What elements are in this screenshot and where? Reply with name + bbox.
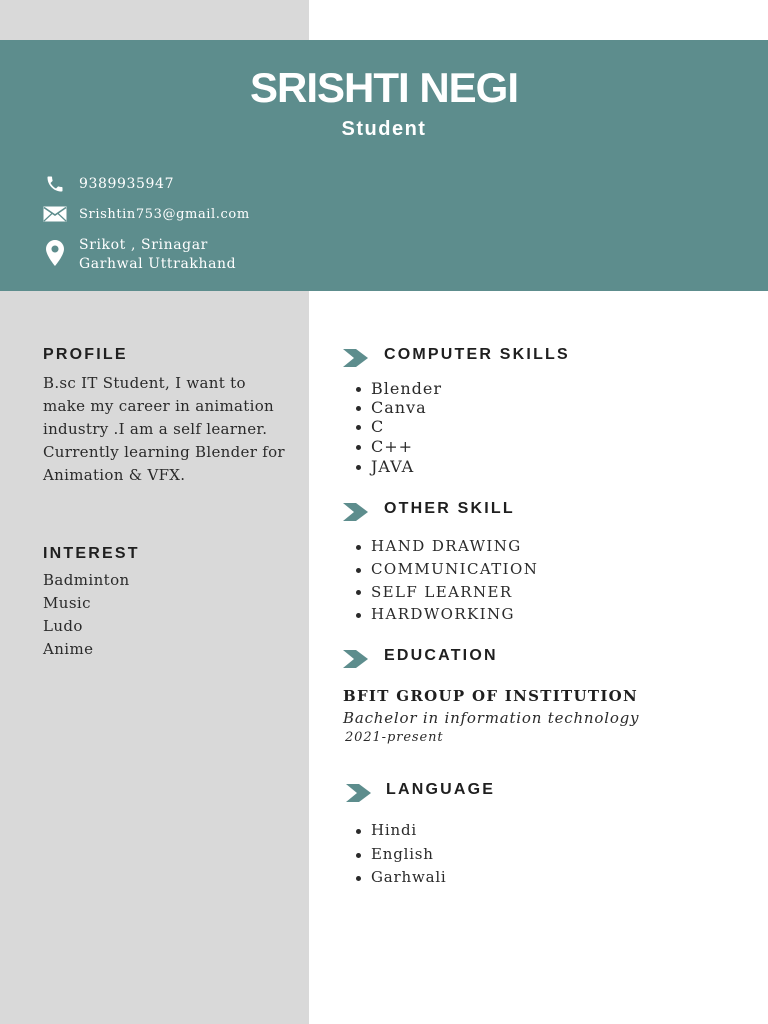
address-line-2: Garhwal Uttrakhand — [79, 256, 237, 272]
list-item: Canva — [371, 398, 442, 417]
chevron-arrow-icon — [343, 349, 369, 367]
education-heading: EDUCATION — [384, 647, 498, 664]
profile-text: B.sc IT Student, I want to make my career in animation industry .I am a self learner. Currently learning Blender for Animation & VFX. — [43, 374, 285, 484]
interest-heading: INTEREST — [43, 545, 140, 562]
education-years: 2021-present — [345, 730, 444, 745]
education-degree: Bachelor in information technology — [343, 709, 640, 727]
profile-heading: PROFILE — [43, 346, 128, 363]
computer-skills-heading: COMPUTER SKILLS — [384, 346, 570, 363]
list-item: HARDWORKING — [371, 603, 538, 626]
list-item: Blender — [371, 379, 443, 398]
list-item: Anime — [43, 640, 94, 658]
list-item: Badminton — [43, 571, 130, 589]
phone-number: 9389935947 — [79, 176, 175, 192]
list-item: COMMUNICATION — [371, 558, 538, 581]
list-item: JAVA — [371, 457, 442, 477]
list-item: C++ — [371, 437, 442, 457]
language-list — [371, 818, 447, 889]
list-item: Ludo — [43, 617, 83, 635]
other-skill-heading: OTHER SKILL — [384, 500, 515, 517]
chevron-arrow-icon — [343, 650, 369, 668]
candidate-name: SRISHTI NEGI — [249, 64, 519, 111]
list-item: Garhwali — [371, 866, 447, 889]
other-skill-list — [371, 535, 538, 626]
list-item: C — [371, 417, 442, 437]
email-address: Srishtin753@gmail.com — [79, 207, 250, 222]
list-item: SELF LEARNER — [371, 581, 538, 603]
list-item: Music — [43, 594, 91, 612]
list-item: HAND DRAWING — [371, 535, 538, 558]
email-icon — [43, 206, 67, 222]
list-item: Hindi — [371, 818, 447, 843]
interest-list — [43, 569, 130, 661]
education-school: BFIT GROUP OF INSTITUTION — [343, 687, 639, 705]
list-item: English — [371, 843, 447, 866]
chevron-arrow-icon — [346, 784, 372, 802]
chevron-arrow-icon — [343, 503, 369, 521]
computer-skills-list — [371, 380, 442, 477]
candidate-role: Student — [341, 118, 427, 140]
address-line-1: Srikot , Srinagar — [79, 237, 208, 253]
language-heading: LANGUAGE — [386, 781, 496, 798]
phone-icon — [43, 174, 67, 194]
location-icon — [43, 240, 67, 266]
resume-header — [0, 40, 768, 291]
